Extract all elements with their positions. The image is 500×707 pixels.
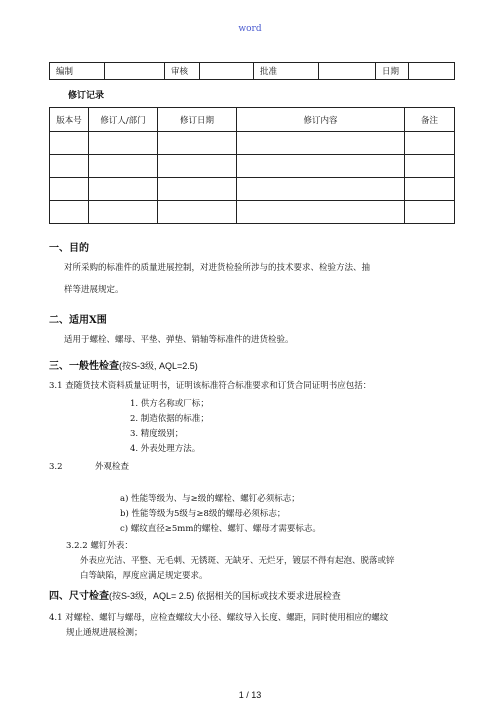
sub-item: c) 螺纹直径≥5mm的螺栓、螺钉、螺母才需要标志。 [120, 524, 321, 534]
page-number: 1 / 13 [238, 690, 262, 700]
section-2-text: 适用于螺栓、螺母、平垫、弹垫、销轴等标准件的进货检验。 [64, 335, 294, 345]
col-reviser: 修订人/部门 [89, 108, 158, 132]
label-approve: 批准 [254, 63, 319, 80]
table-row [50, 178, 455, 201]
col-revision-date: 修订日期 [158, 108, 237, 132]
para-3-2-2-line1: 外表应光洁、平整、无毛刺、无锈斑、无缺牙、无烂牙，镀层不得有起泡、脱落或锌 [80, 556, 395, 566]
col-remarks: 备注 [405, 108, 455, 132]
para-4-1-line1: 4.1 对螺栓、螺钉与螺母，应检查螺纹大小径、螺纹导入长度、螺距，同时使用相应的螺纹 [49, 613, 389, 623]
section-1-text-line2: 样等进展规定。 [64, 285, 124, 295]
table-row [50, 201, 455, 224]
col-version: 版本号 [50, 108, 89, 132]
list-item: 1. 供方名称或厂标； [130, 399, 209, 409]
section-4-heading: 四、尺寸检查(按S-3级，AQL= 2.5) 依据相关的国标或技术要求进展检查 [49, 591, 341, 602]
header-link[interactable]: word [238, 24, 262, 34]
table-row [50, 132, 455, 155]
sub-item: b) 性能等级为5级与≥8级的螺母必须标志； [120, 509, 286, 519]
value-compiled [105, 63, 165, 80]
revision-title: 修订记录 [68, 91, 105, 101]
para-3-1: 3.1 查随货技术资料质量证明书，证明该标准符合标准要求和订货合同证明书应包括： [49, 381, 372, 391]
para-4-1-line2: 规止通规进展检测； [66, 628, 143, 638]
section-3-heading: 三、一般性检查(按S-3级, AQL=2.5) [49, 361, 198, 372]
section-1-text-line1: 对所采购的标准件的质量进展控制，对进货检验所涉与的技术要求、检验方法、抽 [64, 263, 371, 273]
value-review [200, 63, 254, 80]
para-3-2-number: 3.2 [49, 462, 63, 472]
label-date: 日期 [376, 63, 409, 80]
value-approve [319, 63, 376, 80]
value-date [409, 63, 455, 80]
para-3-2-title: 外观检查 [95, 462, 130, 472]
list-item: 4. 外表处理方法。 [130, 444, 201, 454]
section-2-heading: 二、适用X围 [49, 315, 107, 326]
table-row [50, 155, 455, 178]
sub-item: a) 性能等级为、与≥级的螺栓、螺钉必须标志； [120, 494, 300, 504]
label-compiled: 编制 [50, 63, 105, 80]
list-item: 3. 精度级别； [130, 429, 184, 439]
label-review: 审核 [165, 63, 200, 80]
revision-table [49, 107, 455, 224]
para-3-2-2: 3.2.2 螺钉外表： [66, 541, 133, 551]
para-3-2-2-line2: 白等缺陷，厚度应满足规定要求。 [80, 571, 208, 581]
sign-off-table [49, 62, 455, 80]
col-revision-content: 修订内容 [237, 108, 405, 132]
list-item: 2. 制造依据的标准； [130, 414, 209, 424]
section-1-heading: 一、目的 [49, 243, 89, 254]
